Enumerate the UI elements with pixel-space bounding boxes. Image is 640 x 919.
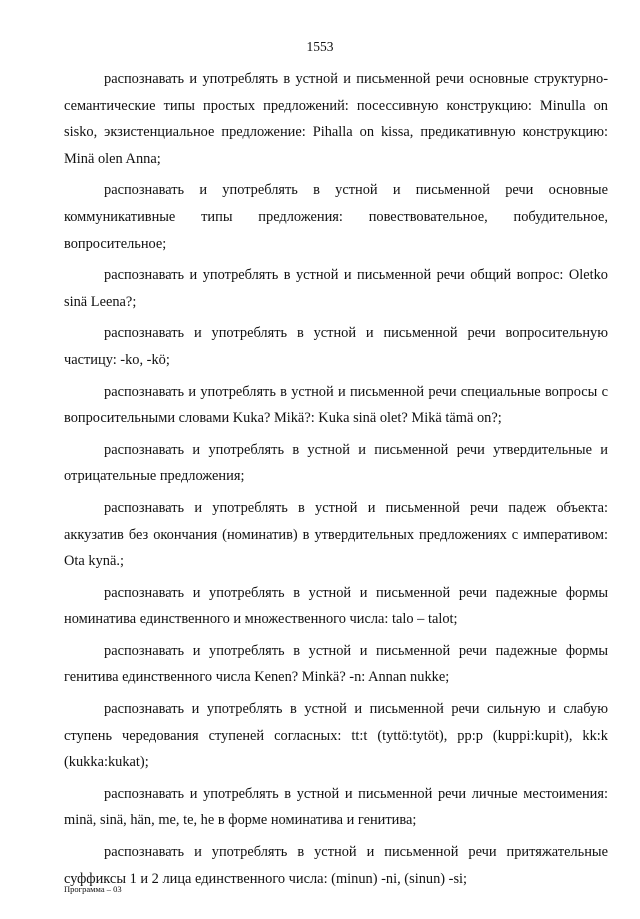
- paragraph-7: распознавать и употреблять в устной и письменной речи падеж объекта: аккузатив без окончания (номинатив) в утвердительных предложениях с императивом: Ota kynä.;: [64, 499, 608, 570]
- paragraph-9: распознавать и употреблять в устной и письменной речи падежные формы генитива единственного числа Kenen? Minkä? -n: Annan nukke;: [64, 642, 608, 686]
- paragraph-3: распознавать и употреблять в устной и письменной речи общий вопрос: Oletko sinä Leena?;: [64, 267, 608, 310]
- page-footer: Программа – 03: [64, 884, 122, 894]
- document-body: [64, 66, 608, 897]
- paragraph-12: распознавать и употреблять в устной и письменной речи притяжательные суффиксы 1 и 2 лица единственного числа: (minun) -ni, (sinun) -si;: [64, 844, 608, 887]
- page-number: 1553: [306, 39, 334, 54]
- paragraph-11: распознавать и употреблять в устной и письменной речи личные местоимения: minä, sinä, hän, me, te, he в форме номинатива и генитива;: [64, 785, 608, 829]
- paragraph-5: распознавать и употреблять в устной и письменной речи специальные вопросы с вопросительными словами Kuka? Mikä?: Kuka sinä olet? Mikä tämä on?;: [64, 383, 608, 427]
- paragraph-2: распознавать и употреблять в устной и письменной речи основные коммуникативные типы предложения: повествовательное, побудительное, вопросительное;: [64, 182, 608, 252]
- paragraph-6: распознавать и употреблять в устной и письменной речи утвердительные и отрицательные предложения;: [64, 441, 608, 485]
- paragraph-8: распознавать и употреблять в устной и письменной речи падежные формы номинатива единственного и множественного числа: talo – talot;: [64, 584, 608, 628]
- paragraph-10: распознавать и употреблять в устной и письменной речи сильную и слабую ступень чередования ступеней согласных: tt:t (tyttö:tytöt), pp:p (kuppi:kupit), kk:k (kukka:kukat);: [64, 701, 608, 771]
- paragraph-1: распознавать и употреблять в устной и письменной речи основные структурно-семантические типы простых предложений: посессивную конструкцию: Minulla on sisko, экзистенциальное предложение: Pihalla on kissa, предикативную конструкцию: Minä olen Anna;: [64, 71, 608, 167]
- paragraph-4: распознавать и употреблять в устной и письменной речи вопросительную частицу: -ko, -kö;: [64, 325, 608, 368]
